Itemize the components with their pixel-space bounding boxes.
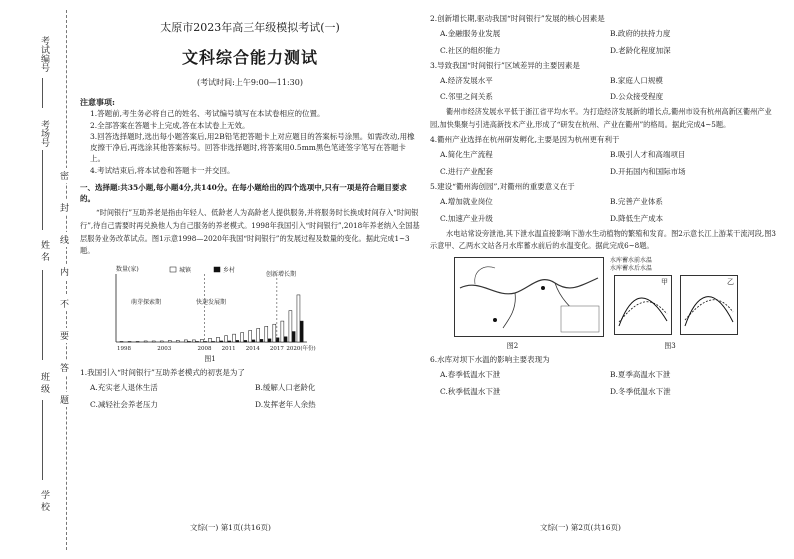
note-item: 1.答题前,考生务必将自己的姓名、考试编号填写在本试卷相应的位置。 — [90, 109, 325, 119]
option-d: D.降低生产成本 — [610, 213, 664, 223]
bar-rural — [196, 341, 199, 342]
x-tick-label: 1998 — [117, 345, 132, 352]
bar-rural — [268, 339, 271, 342]
figure-1-chart — [102, 264, 317, 354]
option-a: A.简化生产流程 — [440, 150, 493, 160]
question-5-options — [430, 197, 780, 225]
exam-title: 太原市2023年高三年级模拟考试(一) — [160, 21, 340, 34]
bar-rural — [236, 340, 239, 342]
exam-no-label: 考试编号 — [39, 36, 49, 72]
note-item: 2.全部答案在答题卡上完成,答在本试卷上无效。 — [90, 120, 250, 130]
option-b: B.夏季高温水下泄 — [610, 369, 671, 379]
river-map-svg — [455, 258, 603, 336]
x-tick-label: 2011 — [221, 345, 236, 352]
name-label: 姓 名 — [39, 240, 49, 261]
school-label: 学 校 — [39, 490, 49, 511]
exam-no-line — [42, 78, 43, 108]
bar-urban — [281, 321, 284, 342]
figure-1-caption: 图1 — [204, 354, 216, 363]
question-1-options — [80, 383, 420, 411]
phase-label: 创新增长期 — [265, 270, 297, 278]
legend-swatch — [170, 267, 176, 272]
question-4-options — [430, 150, 780, 178]
fold-char: 内 — [60, 264, 69, 279]
question-3-options — [430, 76, 780, 104]
option-c: C.加速产业升级 — [440, 213, 493, 223]
bar-urban — [192, 340, 195, 342]
phase-label: 萌芽探索期 — [130, 298, 162, 306]
bar-rural — [292, 331, 295, 341]
note-item: 3.回答选择题时,选出每小题答案后,用2B铅笔把答题卡上对应题目的答案标号涂黑。如需改动,用橡皮擦干净后,再选涂其他答案标号。回答非选择题时,将答案用0.5mm黑色笔迹签字笔写在答题卡上。 — [90, 131, 415, 164]
bar-rural — [284, 336, 287, 341]
phase-label: 快速发展期 — [195, 298, 227, 306]
question-5: 5.建设“衢州海创园”,对衢州的重要意义在于 — [430, 182, 575, 192]
question-2-options — [430, 29, 780, 57]
bar-urban — [160, 341, 163, 342]
option-c: C.进行产业配套 — [440, 167, 493, 177]
figure-1-svg — [102, 264, 317, 354]
fold-char: 要 — [60, 328, 69, 343]
station-yi-chart — [680, 275, 738, 335]
bar-rural — [212, 341, 215, 342]
option-d: D.发挥老年人余热 — [255, 399, 316, 409]
bar-rural — [300, 321, 303, 342]
option-c: C.邻里之间关系 — [440, 92, 493, 102]
figure-2-map — [454, 257, 604, 337]
bar-urban — [289, 310, 292, 341]
seat-no-label: 考场号 — [39, 120, 49, 147]
bar-rural — [260, 339, 263, 342]
legend-before: 水库蓄水前水温 — [610, 256, 653, 264]
fold-char: 不 — [60, 296, 69, 311]
binding-margin — [0, 0, 72, 559]
option-c: C.社区的组织能力 — [440, 45, 501, 55]
figure-3-caption: 图3 — [664, 341, 676, 350]
bar-rural — [220, 341, 223, 342]
option-c: C.秋季低温水下泄 — [440, 386, 501, 396]
fold-char: 密 — [60, 168, 69, 183]
option-a: A.经济发展水平 — [440, 75, 493, 85]
bar-urban — [225, 335, 228, 341]
option-d: D.公众接受程度 — [610, 92, 664, 102]
x-tick-label: 2003 — [157, 345, 172, 352]
station-jia-chart — [614, 275, 672, 335]
bar-urban — [136, 341, 139, 342]
bar-urban — [200, 339, 203, 342]
legend-label: 城镇 — [179, 266, 192, 274]
bar-urban — [233, 334, 236, 342]
option-b: B.完善产业体系 — [610, 196, 663, 206]
option-d: D.老龄化程度加深 — [610, 45, 671, 55]
y-axis-label: 数量(家) — [116, 265, 139, 273]
bar-urban — [144, 341, 147, 342]
bar-urban — [249, 330, 252, 342]
legend-after: 水库蓄水后水温 — [610, 264, 653, 272]
section-heading: 一、选择题:共35小题,每小题4分,共140分。在每小题给出的四个选项中,只有一项是符合题目要求的。 — [80, 182, 407, 204]
note-item: 4.考试结束后,将本试卷和答题卡一并交回。 — [90, 165, 235, 175]
class-label: 班 级 — [39, 372, 49, 393]
bar-urban — [184, 340, 187, 342]
station-yi-label: 乙 — [727, 277, 734, 286]
bar-rural — [188, 341, 191, 342]
fold-char: 封 — [60, 200, 69, 215]
option-c: C.减轻社会养老压力 — [90, 399, 158, 409]
option-a: A.增加就业岗位 — [440, 196, 493, 206]
figure-captions-row — [430, 341, 780, 351]
bar-urban — [176, 340, 179, 342]
main-title: 文科综合能力测试 — [181, 47, 318, 67]
question-3: 3.导致我国“时间银行”区域差异的主要因素是 — [430, 60, 580, 70]
page-footer-right: 文综(一) 第2页(共16页) — [540, 523, 621, 532]
bar-rural — [244, 340, 247, 342]
option-a: A.金融服务业发展 — [440, 28, 501, 38]
station-jia-label: 甲 — [661, 277, 668, 286]
figure-3-legend — [610, 257, 652, 273]
question-6: 6.水库对坝下水温的影响主要表现为 — [430, 355, 550, 365]
figure-3-climate — [610, 256, 745, 337]
option-b: B.家庭人口规模 — [610, 75, 663, 85]
passage-time-bank: “时间银行”互助养老是指由年轻人、低龄老人为高龄老人提供服务,并将服务时长换成时间存入“时间银行”,待自己需要时再兑换他人为自己服务的养老模式。1998年我国引入“时间银行”,2018年养老纳入全国基层服务业务改革试点。图1示意1998—2020年我国“时间银行”的发展过程及数量的变化。据此完成1~3题。 — [80, 208, 420, 256]
option-a: A.充实老人退休生活 — [90, 382, 158, 392]
fold-char: 线 — [60, 232, 69, 247]
option-b: B.缓解人口老龄化 — [255, 382, 316, 392]
bar-urban — [152, 341, 155, 342]
bar-rural — [204, 341, 207, 342]
bar-urban — [120, 341, 123, 342]
bar-rural — [276, 338, 279, 342]
option-b: B.吸引人才和高端项目 — [610, 150, 686, 160]
bar-urban — [297, 295, 300, 342]
page-left — [80, 14, 420, 410]
question-1: 1.我国引入“时间银行”互助养老模式的初衷是为了 — [80, 367, 245, 377]
x-tick-label: 2017 — [269, 345, 284, 352]
bar-urban — [208, 338, 211, 342]
legend-swatch — [214, 267, 220, 272]
option-b: B.政府的扶持力度 — [610, 28, 671, 38]
seat-no-line — [42, 150, 43, 230]
bar-urban — [128, 341, 131, 342]
question-6-options — [430, 370, 780, 398]
figures-2-3 — [430, 257, 780, 341]
bar-urban — [273, 324, 276, 342]
bar-rural — [252, 340, 255, 342]
bar-urban — [168, 340, 171, 342]
name-line — [42, 270, 43, 360]
page-right — [430, 14, 780, 398]
x-tick-label: 2014 — [245, 345, 260, 352]
fold-char: 答 — [60, 360, 69, 375]
bar-rural — [228, 341, 231, 342]
page-footer-left: 文综(一) 第1页(共16页) — [190, 523, 271, 532]
notes-heading: 注意事项: — [80, 96, 115, 107]
option-d: D.开拓国内和国际市场 — [610, 167, 686, 177]
x-tick-label: 2020(年份) — [286, 345, 316, 352]
exam-time: (考试时间:上午9:00—11:30) — [197, 78, 303, 88]
option-d: D.冬季低温水下泄 — [610, 386, 671, 396]
figure-2-caption: 图2 — [506, 341, 519, 350]
legend-label: 乡村 — [223, 266, 236, 274]
bar-urban — [217, 337, 220, 342]
passage-quzhou: 衢州市经济发展水平低于浙江省平均水平。为打造经济发展新的增长点,衢州市设有杭州高新区衢州产业园,加快集聚与引进高新技术产业,形成了“研发在杭州、产业在衢州”的格局。据此完成4~5题。 — [430, 107, 772, 129]
bar-urban — [241, 332, 244, 341]
bar-urban — [257, 328, 260, 342]
fold-char: 题 — [60, 392, 69, 407]
question-2: 2.创新增长期,驱动我国“时间银行”发展的核心因素是 — [430, 14, 605, 23]
class-line — [42, 400, 43, 480]
passage-reservoir: 水电站常设旁泄池,其下泄水温直接影响下游水生动植物的繁殖和发育。图2示意长江上游某干流河段,图3示意甲、乙两水文站各月水库蓄水前后的水温变化。据此完成6~8题。 — [430, 228, 776, 251]
bar-urban — [265, 326, 268, 342]
x-tick-label: 2008 — [197, 345, 212, 352]
fold-line — [66, 10, 67, 550]
option-a: A.春季低温水下泄 — [440, 369, 501, 379]
question-4: 4.衢州产业选择在杭州研发孵化,主要是因为杭州更有利于 — [430, 135, 620, 145]
